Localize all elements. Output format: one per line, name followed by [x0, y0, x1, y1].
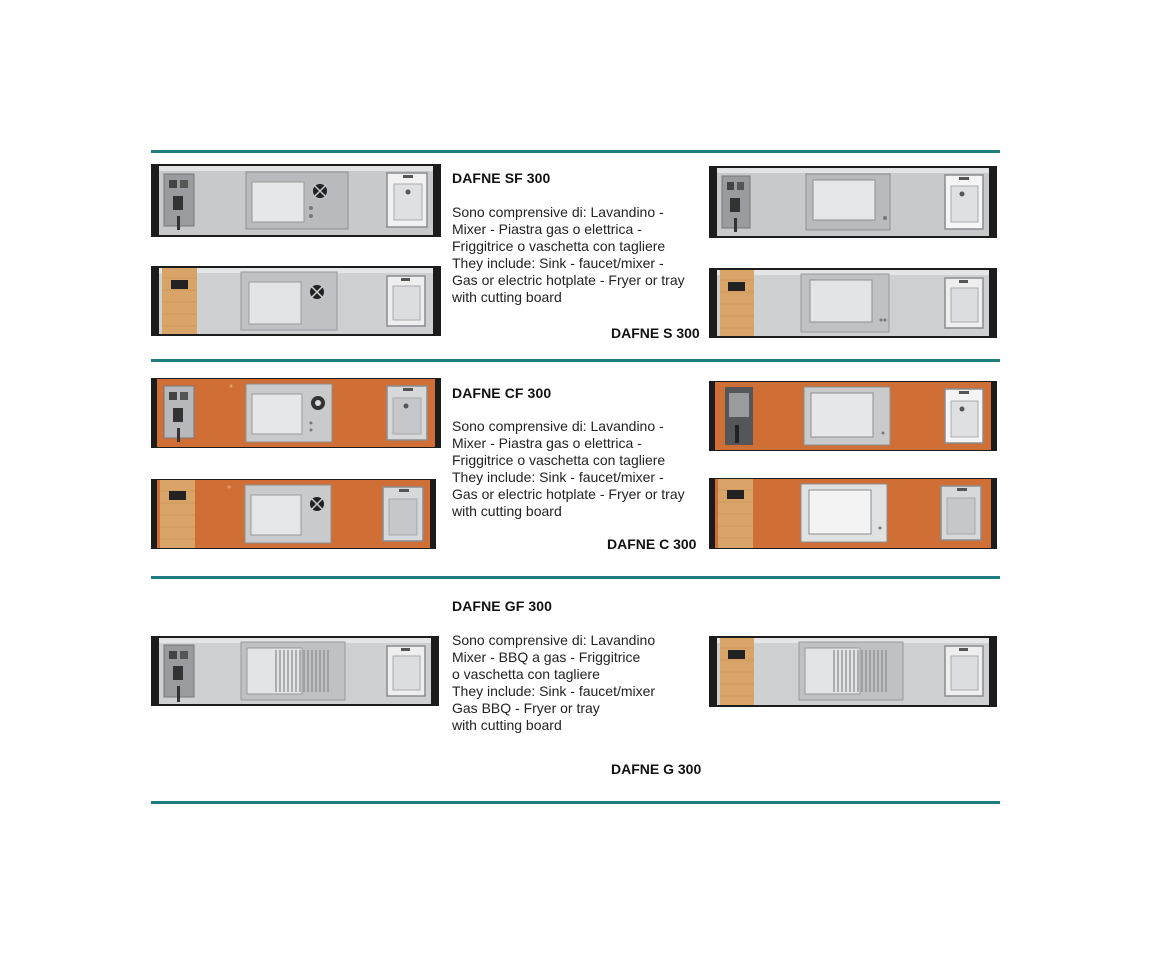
section-divider-bottom: [151, 801, 1000, 804]
section-divider-1: [151, 359, 1000, 362]
kitchen-unit-s-board: [151, 266, 441, 336]
section-divider-top: [151, 150, 1000, 153]
kitchen-unit-cf-fryer: [151, 378, 441, 448]
kitchen-unit-sf-fryer-alt: [709, 166, 997, 238]
section-title-cf: DAFNE CF 300: [452, 385, 552, 401]
model-label-s: DAFNE S 300: [611, 325, 700, 341]
section-divider-2: [151, 576, 1000, 579]
section-description-sf: Sono comprensive di: Lavandino - Mixer - Piastra gas o elettrica - Friggitrice o vaschetta con tagliere They include: Sink - faucet/mixer - Gas or electric hotplate - Fryer or tray with cutting board: [452, 204, 685, 305]
kitchen-unit-cf-board: [151, 479, 436, 549]
section-title-sf: DAFNE SF 300: [452, 170, 551, 186]
kitchen-unit-g-board: [709, 636, 997, 707]
section-title-gf: DAFNE GF 300: [452, 598, 552, 614]
model-label-g: DAFNE G 300: [611, 761, 702, 777]
section-description-cf: Sono comprensive di: Lavandino - Mixer - Piastra gas o elettrica - Friggitrice o vaschetta con tagliere They include: Sink - faucet/mixer - Gas or electric hotplate - Fryer or tray with cutting board: [452, 418, 685, 519]
kitchen-unit-gf-fryer: [151, 636, 439, 706]
kitchen-unit-s-board-alt: [709, 268, 997, 338]
kitchen-unit-sf-fryer: [151, 164, 441, 237]
model-label-c: DAFNE C 300: [607, 536, 697, 552]
kitchen-unit-c-board: [709, 478, 997, 549]
kitchen-unit-c-fryer: [709, 381, 997, 451]
section-description-gf: Sono comprensive di: Lavandino Mixer - BBQ a gas - Friggitrice o vaschetta con tagliere They include: Sink - faucet/mixer Gas BBQ - Fryer or tray with cutting board: [452, 632, 656, 733]
